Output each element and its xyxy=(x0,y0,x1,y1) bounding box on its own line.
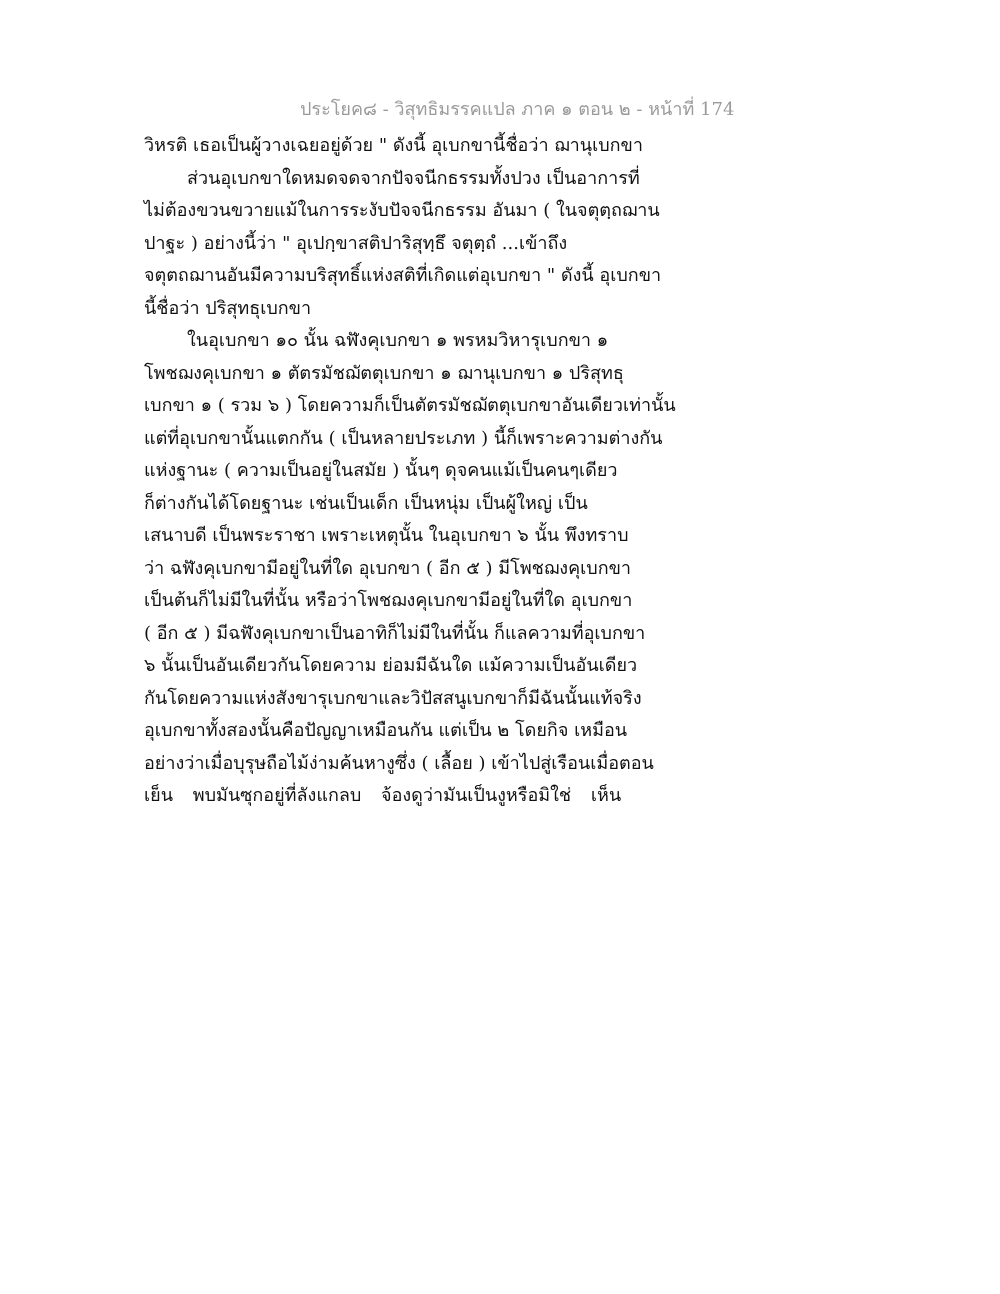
text-line: ไม่ต้องขวนขวายแม้ในการระงับปัจจนีกธรรม อันมา ( ในจตุตฺถฌาน xyxy=(144,200,660,221)
text-line: จตุตถฌานอันมีความบริสุทธิ์แห่งสติที่เกิดแต่อุเบกขา " ดังนี้ อุเบกขา xyxy=(144,265,662,286)
paragraph-first-line: ในอุเบกขา ๑๐ นั้น ฉฬังคุเบกขา ๑ พรหมวิหารุเบกขา ๑ xyxy=(187,330,609,351)
running-header: ประโยค๘ - วิสุทธิมรรคแปล ภาค ๑ ตอน ๒ - หน้าที่ 174 xyxy=(300,99,735,120)
text-line: ก็ต่างกันได้โดยฐานะ เช่นเป็นเด็ก เป็นหนุ่ม เป็นผู้ใหญ่ เป็น xyxy=(144,492,588,514)
text-line: ( อีก ๕ ) มีฉฬังคุเบกขาเป็นอาทิก็ไม่มีในที่นั้น ก็แลความที่อุเบกขา xyxy=(144,622,646,644)
text-line: เบกขา ๑ ( รวม ๖ ) โดยความก็เป็นตัตรมัชฌัตตุเบกขาอันเดียวเท่านั้น xyxy=(144,395,676,416)
text-line: เสนาบดี เป็นพระราชา เพราะเหตุนั้น ในอุเบกขา ๖ นั้น พึงทราบ xyxy=(144,525,629,546)
text-line: วิหรติ เธอเป็นผู้วางเฉยอยู่ด้วย " ดังนี้ อุเบกขานี้ชื่อว่า ฌานุเบกขา xyxy=(144,135,643,156)
body-text xyxy=(144,130,676,813)
text-line: อุเบกขาทั้งสองนั้นคือปัญญาเหมือนกัน แต่เป็น ๒ โดยกิจ เหมือน xyxy=(144,720,628,741)
text-line: ว่า ฉฬังคุเบกขามีอยู่ในที่ใด อุเบกขา ( อีก ๕ ) มีโพชฌงคุเบกขา xyxy=(144,557,632,579)
text-line: ๖ นั้นเป็นอันเดียวกันโดยความ ย่อมมีฉันใด แม้ความเป็นอันเดียว xyxy=(144,655,638,676)
paragraph-first-line: ส่วนอุเบกขาใดหมดจดจากปัจจนีกธรรมทั้งปวง เป็นอาการที่ xyxy=(187,167,640,189)
text-line: เป็นต้นก็ไม่มีในที่นั้น หรือว่าโพชฌงคุเบกขามีอยู่ในที่ใด อุเบกขา xyxy=(144,590,633,611)
text-line: แห่งฐานะ ( ความเป็นอยู่ในสมัย ) นั้นๆ ดุจคนแม้เป็นคนๆเดียว xyxy=(144,460,618,481)
text-line: แต่ที่อุเบกขานั้นแตกกัน ( เป็นหลายประเภท ) นี้ก็เพราะความต่างกัน xyxy=(144,427,663,449)
text-line: ปาฐะ ) อย่างนี้ว่า " อุเปกฺขาสติปาริสุทฺธึ จตุตฺถํ ...เข้าถึง xyxy=(144,232,568,254)
text-line: นี้ชื่อว่า ปริสุทธุเบกขา xyxy=(144,297,312,319)
text-line: อย่างว่าเมื่อบุรุษถือไม้ง่ามค้นหางูซึ่ง ( เลื้อย ) เข้าไปสู่เรือนเมื่อตอน xyxy=(144,752,654,774)
text-line: กันโดยความแห่งสังขารุเบกขาและวิปัสสนูเบกขาก็มีฉันนั้นแท้จริง xyxy=(144,687,642,709)
text-line: เย็น พบมันซุกอยู่ที่ลังแกลบ จ้องดูว่ามันเป็นงูหรือมิใช่ เห็น xyxy=(144,785,622,806)
text-line: โพชฌงคุเบกขา ๑ ตัตรมัชฌัตตุเบกขา ๑ ฌานุเบกขา ๑ ปริสุทธุ xyxy=(144,362,624,384)
